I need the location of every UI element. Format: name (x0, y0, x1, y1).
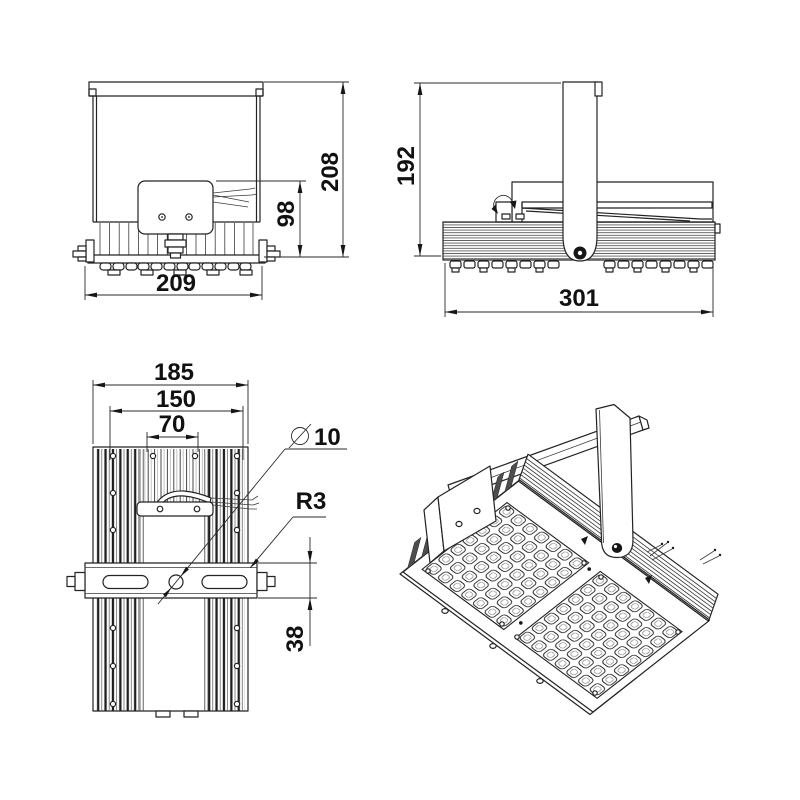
front-body (73, 82, 280, 275)
strip-bolt-right (257, 573, 275, 591)
side-body (443, 82, 720, 272)
dim-label-70: 70 (158, 411, 186, 438)
bracket-arm-iso (596, 405, 633, 558)
arrowhead (85, 293, 97, 298)
dim-label-209: 209 (155, 270, 197, 297)
arrowhead (418, 83, 423, 95)
dim-label-hole-10: 10 (314, 424, 341, 451)
arrowhead (186, 435, 198, 440)
top-body (67, 447, 275, 717)
dimension-front-height (264, 82, 349, 257)
dim-label-38: 38 (282, 625, 309, 653)
diameter-symbol-icon (289, 424, 311, 448)
arrowhead (341, 82, 346, 94)
arrowhead (231, 409, 243, 414)
bracket-arm-side (563, 82, 597, 261)
wires (213, 188, 257, 207)
pivot-hole (612, 543, 622, 553)
driver-bar-top (137, 502, 213, 516)
mounting-lug-left (73, 240, 94, 262)
mounting-bracket-strip (67, 563, 275, 598)
arrowhead (341, 245, 346, 257)
side-view (393, 82, 720, 317)
arrowhead (308, 551, 313, 563)
mounting-lug-right (259, 240, 280, 262)
dim-label-192: 192 (393, 145, 420, 187)
isometric-view (400, 405, 721, 715)
lens-row-side (450, 261, 713, 272)
driver-box (138, 181, 213, 234)
dim-label-185: 185 (153, 359, 195, 386)
arrowhead (701, 310, 713, 315)
callout-slot-radius (250, 488, 326, 568)
arrowhead (236, 383, 248, 388)
slot-right (202, 576, 247, 589)
dim-label-150: 150 (155, 386, 197, 413)
arrowhead (93, 383, 105, 388)
top-view (67, 359, 347, 717)
dim-label-301: 301 (558, 285, 600, 312)
arrowhead (250, 293, 262, 298)
arrowhead (445, 310, 457, 315)
dimension-bracket-depth (258, 537, 317, 652)
bottom-tabs (156, 711, 198, 717)
arrowhead (418, 244, 423, 256)
arrowhead (147, 435, 159, 440)
dim-label-R3: R3 (295, 488, 327, 515)
dimension-top-bracket-width (147, 411, 198, 452)
arrowhead (110, 409, 122, 414)
mount-band (89, 82, 263, 96)
front-view (73, 82, 349, 300)
dim-label-98: 98 (273, 200, 300, 228)
arrowhead (308, 598, 313, 610)
strip-bolt-left (67, 573, 85, 591)
arrowhead (298, 181, 303, 193)
arrowhead (298, 245, 303, 257)
dim-label-208: 208 (317, 151, 344, 193)
slot-left (103, 576, 148, 589)
